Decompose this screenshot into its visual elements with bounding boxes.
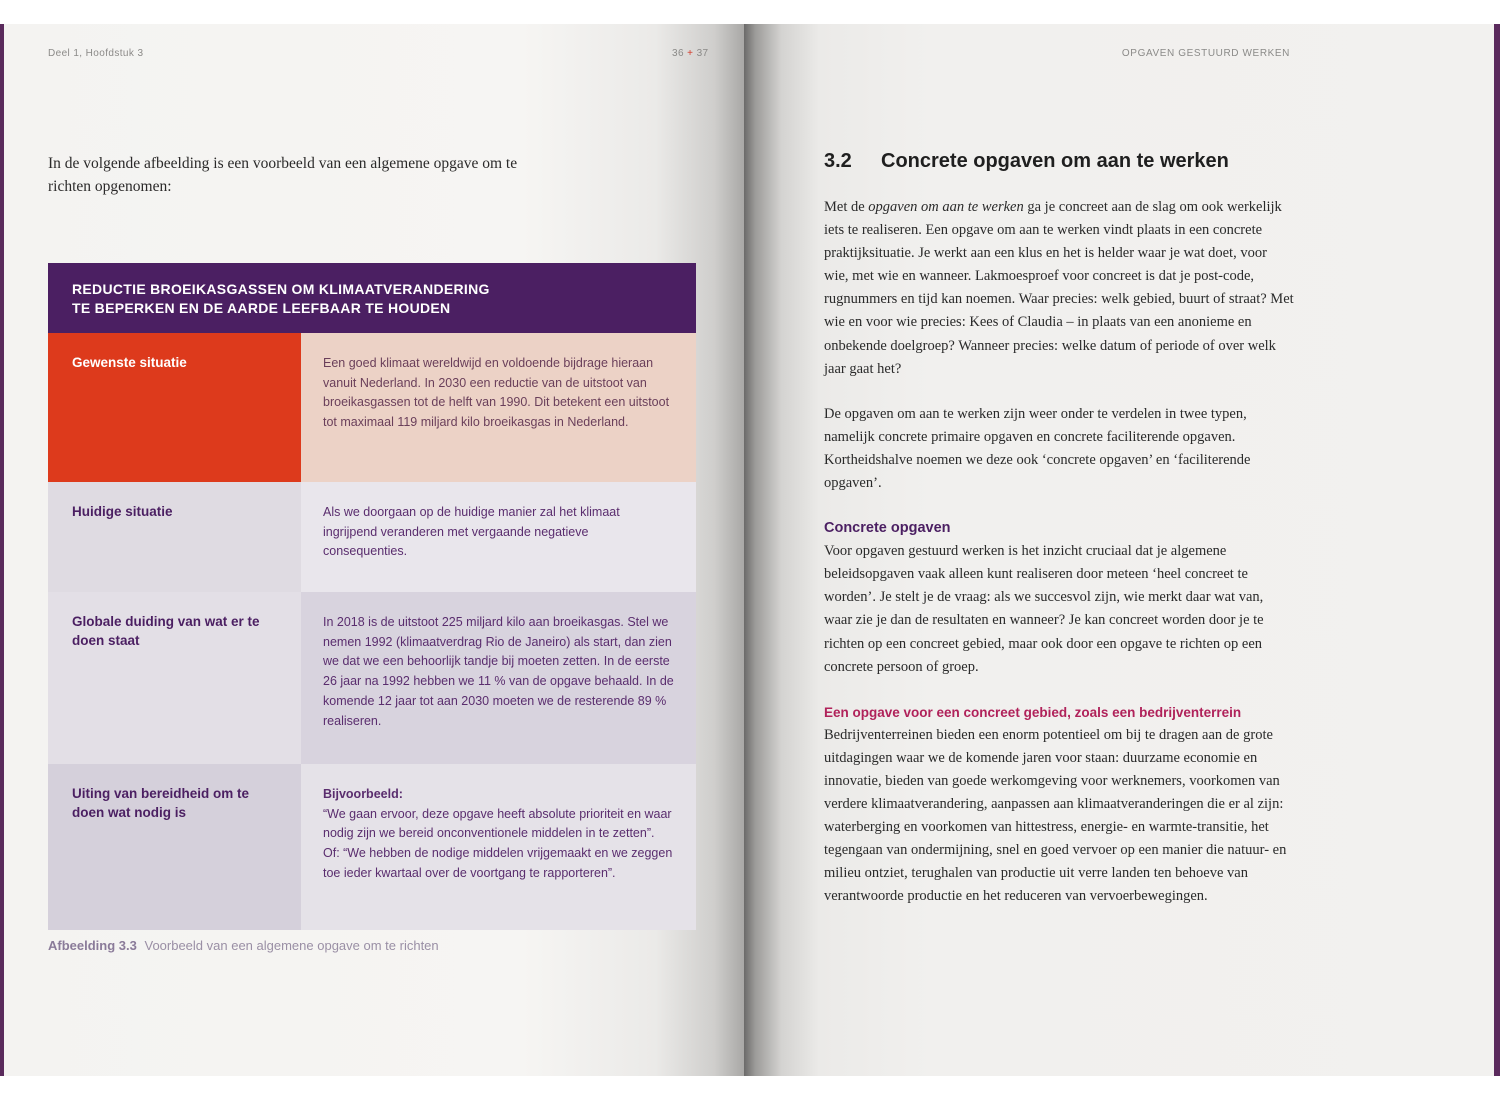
table-row bbox=[48, 333, 696, 482]
page-number-right: 37 bbox=[696, 48, 709, 59]
row-label: Huidige situatie bbox=[48, 482, 301, 592]
table-row bbox=[48, 764, 696, 930]
right-page bbox=[744, 24, 1494, 1076]
paragraph-text: Met de bbox=[824, 199, 869, 215]
open-book bbox=[0, 24, 1500, 1076]
subheading-accent: Een opgave voor een concreet gebied, zoals een bedrijventerrein bbox=[824, 704, 1242, 720]
table-row bbox=[48, 592, 696, 764]
subheading: Concrete opgaven bbox=[824, 520, 951, 537]
row-value-lead: Bijvoorbeeld: bbox=[323, 787, 403, 801]
running-head-right: OPGAVEN GESTUURD WERKEN bbox=[1121, 48, 1290, 59]
row-label: Gewenste situatie bbox=[48, 333, 301, 482]
paragraph: De opgaven om aan te werken zijn weer onder te verdelen in twee typen, namelijk concrete primaire opgaven en concrete faciliterende opgaven. Kortheidshalve noemen we deze ook ‘concrete opgaven’ en ‘faciliterende opgaven’. bbox=[824, 405, 1251, 492]
caption-label: Afbeelding 3.3 bbox=[48, 938, 137, 953]
page-numbers bbox=[672, 48, 709, 59]
table-header bbox=[48, 263, 696, 333]
paragraph: Voor opgaven gestuurd werken is het inzicht cruciaal dat je algemene beleidsopgaven vaak alleen kunt realiseren door meteen ‘heel concreet te worden’. Je stelt je de vraag: als we succesvol zijn, wie merkt daar wat van, waar zie je dan de resultaten en wanneer? Je kan concreet worden door je te richten op een concreet gebied, maar ook door een opgave te richten op een concrete persoon of groep. bbox=[824, 543, 1264, 675]
paragraph-text: ga je concreet aan de slag om ook werkelijk iets te realiseren. Een opgave om aan te werken vindt plaats in een concrete praktijksituatie. Je werkt aan een klus en het is helder waar je wat doet, voor wie, met wie en wanneer. Lakmoesproef voor concreet is dat je post-code, rugnummers en tijd kan noemen. Waar precies: welk gebied, buurt of straat? Met wie en voor wie precies: Kees of Claudia – in plaats van een anonieme en onbekende doelgroep? Wanneer precies: welke datum of periode of over welk jaar gaat het? bbox=[824, 199, 1294, 377]
left-page bbox=[4, 24, 744, 1076]
table-row bbox=[48, 482, 696, 592]
right-content bbox=[824, 146, 1294, 930]
row-value: In 2018 is de uitstoot 225 miljard kilo aan broeikasgas. Stel we nemen 1992 (klimaatverdrag Rio de Janeiro) als start, dan zien we dat we een behoorlijk tandje bij moeten zetten. In de eerste 26 jaar na 1992 hebben we 11 % van de opgave behaald. In de komende 12 jaar tot aan 2030 moeten we de resterende 89 % realiseren. bbox=[301, 592, 696, 764]
section-number: 3.2 bbox=[824, 150, 852, 172]
paragraph bbox=[824, 196, 1294, 381]
caption-text: Voorbeeld van een algemene opgave om te richten bbox=[144, 938, 439, 953]
page-number-left: 36 bbox=[672, 48, 684, 59]
paragraph: Bedrijventerreinen bieden een enorm potentieel om bij te dragen aan de grote uitdagingen waar we de komende jaren voor staan: duurzame economie en innovatie, bieden van goede werkomgeving voor werknemers, voorkomen van verdere klimaatverandering, aanpassen aan klimaatveranderingen die er al zijn: waterberging en voorkomen van hittestress, energie- en warmte-transitie, het tegengaan van ondermijning, snel en goed vervoer op een manier die natuur- en milieu ontziet, terughalen van productie uit verre landen ten behoeve van verantwoorde productie en het reduceren van vervoerbewegingen. bbox=[824, 726, 1287, 905]
row-label: Globale duiding van wat er te doen staat bbox=[48, 592, 301, 764]
section-heading bbox=[824, 146, 1294, 176]
opgave-table bbox=[48, 263, 696, 930]
running-head-left: Deel 1, Hoofdstuk 3 bbox=[48, 48, 144, 59]
paragraph-emphasis: opgaven om aan te werken bbox=[868, 199, 1024, 215]
row-value: Een goed klimaat wereldwijd en voldoende bijdrage hieraan vanuit Nederland. In 2030 een reductie van de uitstoot van broeikasgassen tot de helft van 1990. Dit betekent een uitstoot tot maximaal 119 miljard kilo broeikasgas in Nederland. bbox=[301, 333, 696, 482]
row-label: Uiting van bereidheid om te doen wat nodig is bbox=[48, 764, 301, 930]
page-number-separator: + bbox=[687, 48, 694, 59]
figure-caption bbox=[48, 938, 439, 953]
row-value bbox=[301, 764, 696, 930]
table-header-line: TE BEPERKEN EN DE AARDE LEEFBAAR TE HOUDEN bbox=[72, 300, 451, 316]
table-header-line: REDUCTIE BROEIKASGASSEN OM KLIMAATVERANDERING bbox=[72, 281, 490, 297]
row-value: Als we doorgaan op de huidige manier zal het klimaat ingrijpend veranderen met vergaande negatieve consequenties. bbox=[301, 482, 696, 592]
intro-paragraph: In de volgende afbeelding is een voorbeeld van een algemene opgave om te richten opgenomen: bbox=[48, 155, 518, 195]
section-title: Concrete opgaven om aan te werken bbox=[881, 150, 1229, 172]
row-value-text: “We gaan ervoor, deze opgave heeft absolute prioriteit en waar nodig zijn we bereid onconventionele middelen in te zetten”. Of: “We hebben de nodige middelen vrijgemaakt en we zeggen toe ieder kwartaal over de voortgang te rapporteren”. bbox=[323, 806, 673, 880]
